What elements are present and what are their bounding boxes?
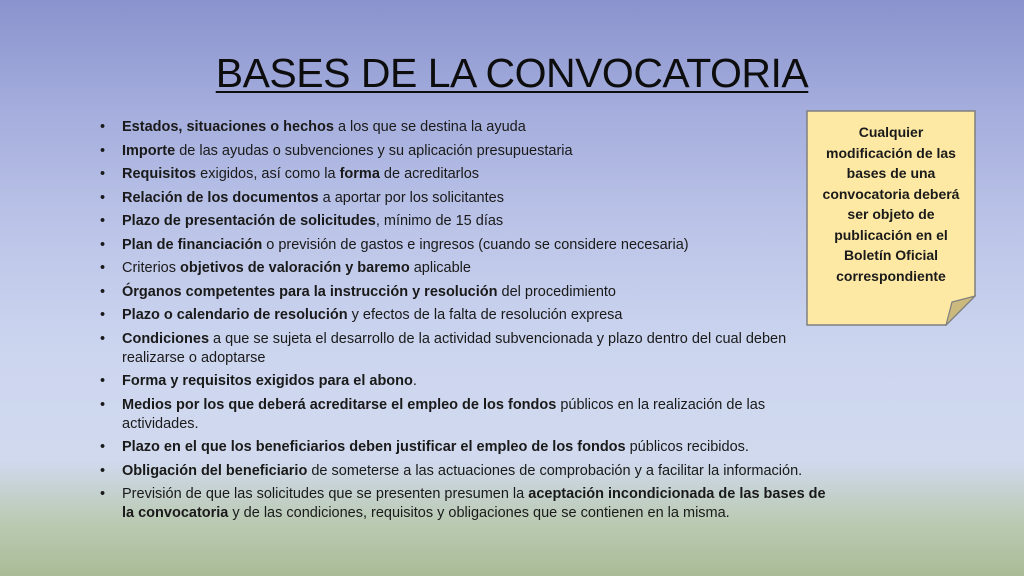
bullet-text-bold: Obligación del beneficiario bbox=[122, 462, 308, 479]
bullet-text: a aportar por los solicitantes bbox=[318, 189, 504, 206]
bullet-item bbox=[100, 212, 840, 231]
bullet-item bbox=[100, 438, 840, 457]
bullet-dot: • bbox=[100, 462, 106, 479]
bullet-item bbox=[100, 485, 840, 523]
bullet-dot: • bbox=[100, 439, 106, 455]
bullet-item bbox=[100, 118, 840, 137]
bullet-text-bold: aceptación incondicionada de las bases de la convocatoria bbox=[122, 486, 826, 521]
bullet-item bbox=[100, 189, 840, 208]
bullet-item bbox=[100, 283, 840, 302]
bullet-text-bold: forma bbox=[339, 166, 380, 182]
bullet-text: a los que se destina la ayuda bbox=[333, 119, 526, 135]
bullet-text-bold: Estados, situaciones o hechos bbox=[122, 119, 334, 135]
bullet-text-bold: Plazo en el que los beneficiarios deben justificar el empleo de los fondos bbox=[122, 439, 626, 455]
bullet-text-bold: Plazo o calendario de resolución bbox=[122, 307, 348, 323]
bullet-text: y efectos de la falta de resolución expresa bbox=[347, 307, 623, 323]
bullet-text: . bbox=[412, 373, 417, 389]
bullet-text: del procedimiento bbox=[497, 283, 616, 300]
bullet-text-bold: Plan de financiación bbox=[122, 236, 263, 253]
bullet-text-bold: Medios por los que deberá acreditarse el empleo de los fondos bbox=[122, 396, 557, 413]
bullet-text-bold: Importe bbox=[122, 142, 176, 159]
bullet-dot: • bbox=[100, 213, 106, 229]
bullet-text: exigidos, así como la bbox=[196, 166, 340, 182]
bullet-dot: • bbox=[100, 236, 106, 253]
bullet-text: de someterse a las actuaciones de comprobación y a facilitar la información. bbox=[307, 462, 803, 479]
bullet-text-bold: Forma y requisitos exigidos para el abono bbox=[122, 373, 413, 389]
bullet-item bbox=[100, 306, 840, 325]
bullet-text: y de las condiciones, requisitos y obligaciones que se contienen en la misma. bbox=[228, 505, 730, 521]
bullet-item bbox=[100, 372, 840, 391]
bullet-text-bold: Plazo de presentación de solicitudes bbox=[122, 213, 376, 229]
bullet-text: públicos en la realización de las actividades. bbox=[122, 396, 766, 432]
bullet-text: , mínimo de 15 días bbox=[375, 213, 504, 229]
bullet-dot: • bbox=[100, 119, 106, 135]
bullet-item bbox=[100, 330, 840, 368]
bullet-text: o previsión de gastos e ingresos (cuando se considere necesaria) bbox=[262, 236, 689, 253]
note-text: Cualquier modificación de las bases de una convocatoria deberá ser objeto de publicación en el Boletín Oficial correspondiente bbox=[822, 124, 960, 284]
bullet-text: públicos recibidos. bbox=[625, 439, 749, 455]
bullet-dot: • bbox=[100, 189, 106, 206]
bullet-dot: • bbox=[100, 166, 106, 182]
bullet-text-bold: Condiciones bbox=[122, 330, 210, 347]
page-title: BASES DE LA CONVOCATORIA bbox=[215, 50, 809, 96]
bullet-dot: • bbox=[100, 330, 106, 347]
bullet-text-bold: objetivos de valoración y baremo bbox=[180, 260, 410, 276]
bullet-dot: • bbox=[100, 486, 106, 502]
bullet-text: de las ayudas o subvenciones y su aplicación presupuestaria bbox=[175, 142, 573, 159]
bullet-text: Criterios bbox=[122, 260, 181, 276]
bullet-dot: • bbox=[100, 283, 106, 300]
bullet-dot: • bbox=[100, 396, 106, 413]
bullet-dot: • bbox=[100, 373, 106, 389]
bullet-item bbox=[100, 462, 840, 481]
bullet-text: a que se sujeta el desarrollo de la actividad subvencionada y plazo dentro del cual deben realizarse o adoptarse bbox=[122, 330, 787, 366]
bullet-text-bold: Requisitos bbox=[122, 166, 197, 182]
bullet-dot: • bbox=[100, 307, 106, 323]
bullet-text-bold: Órganos competentes para la instrucción y resolución bbox=[122, 283, 498, 300]
bullet-list bbox=[100, 118, 840, 528]
bullet-dot: • bbox=[100, 142, 106, 159]
bullet-text-bold: Relación de los documentos bbox=[122, 189, 319, 206]
bullet-item bbox=[100, 165, 840, 184]
bullet-item bbox=[100, 396, 840, 434]
bullet-text: aplicable bbox=[409, 260, 471, 276]
bullet-item bbox=[100, 259, 840, 278]
bullet-text: de acreditarlos bbox=[379, 166, 480, 182]
bullet-text: Previsión de que las solicitudes que se presenten presumen la bbox=[122, 486, 529, 502]
folded-corner-note bbox=[806, 110, 976, 324]
bullet-dot: • bbox=[100, 260, 106, 276]
bullet-item bbox=[100, 236, 840, 255]
bullet-item bbox=[100, 142, 840, 161]
